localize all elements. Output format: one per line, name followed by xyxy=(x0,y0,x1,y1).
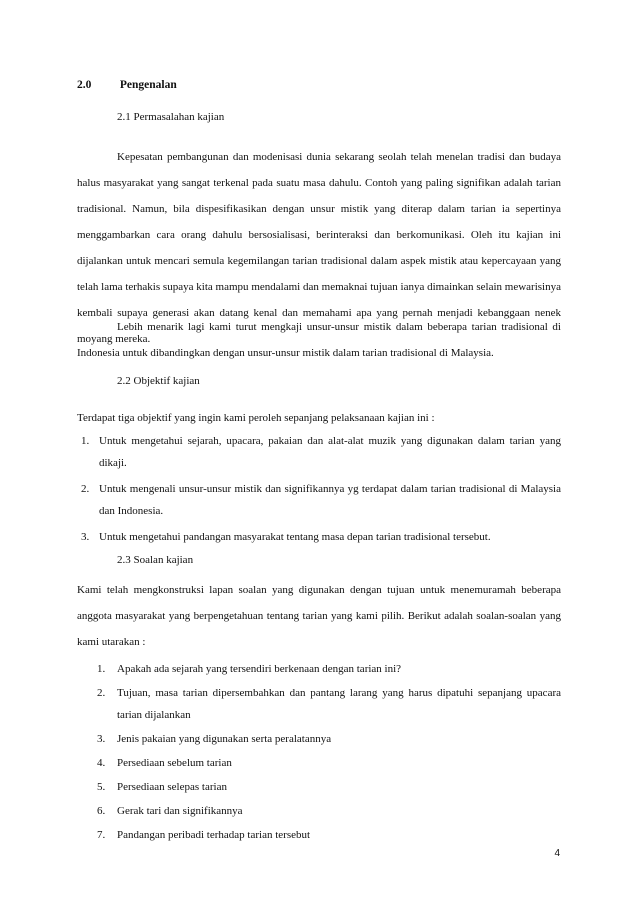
page-number: 4 xyxy=(554,848,560,859)
list-item xyxy=(97,752,561,774)
list-item-text: Untuk mengetahui pandangan masyarakat tentang masa depan tarian tradisional tersebut. xyxy=(99,531,491,543)
list-item xyxy=(97,776,561,798)
section-number: 2.0 xyxy=(77,79,92,91)
list-item-text: Untuk mengenali unsur-unsur mistik dan signifikannya yg terdapat dalam tarian tradisional di Malaysia dan Indonesia. xyxy=(99,483,561,517)
list-item-number: 4. xyxy=(97,757,106,769)
list-item xyxy=(97,658,561,680)
list-item-number: 5. xyxy=(97,781,106,793)
list-item xyxy=(97,682,561,726)
list-item-number: 1. xyxy=(81,435,90,447)
list-item-text: Apakah ada sejarah yang tersendiri berkenaan dengan tarian ini? xyxy=(117,663,402,675)
list-item-number: 7. xyxy=(97,829,106,841)
list-item xyxy=(77,478,561,522)
list-item xyxy=(77,430,561,474)
section-title: Pengenalan xyxy=(119,79,177,91)
subsection-heading-objectives: 2.2 Objektif kajian xyxy=(117,375,200,387)
list-item-number: 6. xyxy=(97,805,106,817)
section-heading xyxy=(77,79,177,91)
paragraph-comparison: Lebih menarik lagi kami turut mengkaji unsur-unsur mistik dalam beberapa tarian tradisional di Indonesia untuk dibandingkan dengan unsur-unsur mistik dalam tarian tradisional di Malaysia. xyxy=(77,321,561,359)
list-item xyxy=(97,800,561,822)
list-item-text: Pandangan peribadi terhadap tarian tersebut xyxy=(117,829,311,841)
list-item-text: Persediaan selepas tarian xyxy=(117,781,227,793)
list-item-text: Tujuan, masa tarian dipersembahkan dan pantang larang yang harus dipatuhi sepanjang upacara tarian dijalankan xyxy=(117,687,561,721)
list-item xyxy=(77,526,561,548)
list-item-number: 2. xyxy=(97,687,106,699)
subsection-heading-problem: 2.1 Permasalahan kajian xyxy=(117,111,225,123)
list-item-number: 1. xyxy=(97,663,106,675)
paragraph-objectives-intro: Terdapat tiga objektif yang ingin kami peroleh sepanjang pelaksanaan kajian ini : xyxy=(77,412,435,424)
list-item-number: 2. xyxy=(81,483,90,495)
list-item xyxy=(97,824,561,846)
paragraph-problem-statement: Kepesatan pembangunan dan modenisasi dunia sekarang seolah telah menelan tradisi dan budaya halus masyarakat yang sangat terkenal pada suatu masa dahulu. Contoh yang paling signifikan adalah tarian tradisional. Namun, bila dispesifikasikan dengan unsur mistik yang diterap dalam tarian ia sepertinya menggambarkan cara orang dahulu bersosialisasi, berinteraksi dan berkomunikasi. Oleh itu kajian ini dijalankan untuk mencari semula kegemilangan tarian tradisional dalam aspek mistik atau kepercayaan yang telah lama terhakis supaya kita mampu mendalami dan memaknai tujuan ianya dimainkan selain mewarisinya kembali supaya generasi akan datang kenal dan memahami apa yang pernah menjadi kebanggaan nenek moyang mereka. xyxy=(77,151,561,345)
objectives-list xyxy=(77,430,561,552)
list-item xyxy=(97,728,561,750)
list-item-text: Persediaan sebelum tarian xyxy=(117,757,232,769)
questions-list xyxy=(97,658,561,848)
list-item-number: 3. xyxy=(97,733,106,745)
list-item-text: Untuk mengetahui sejarah, upacara, pakaian dan alat-alat muzik yang digunakan dalam tarian yang dikaji. xyxy=(99,435,561,469)
paragraph-questions-intro: Kami telah mengkonstruksi lapan soalan yang digunakan dengan tujuan untuk menemuramah beberapa anggota masyarakat yang berpengetahuan tentang tarian yang kami pilih. Berikut adalah soalan-soalan yang kami utarakan : xyxy=(77,584,561,648)
list-item-text: Gerak tari dan signifikannya xyxy=(117,805,243,817)
subsection-heading-questions: 2.3 Soalan kajian xyxy=(117,554,194,566)
list-item-number: 3. xyxy=(81,531,90,543)
list-item-text: Jenis pakaian yang digunakan serta peralatannya xyxy=(117,733,332,745)
